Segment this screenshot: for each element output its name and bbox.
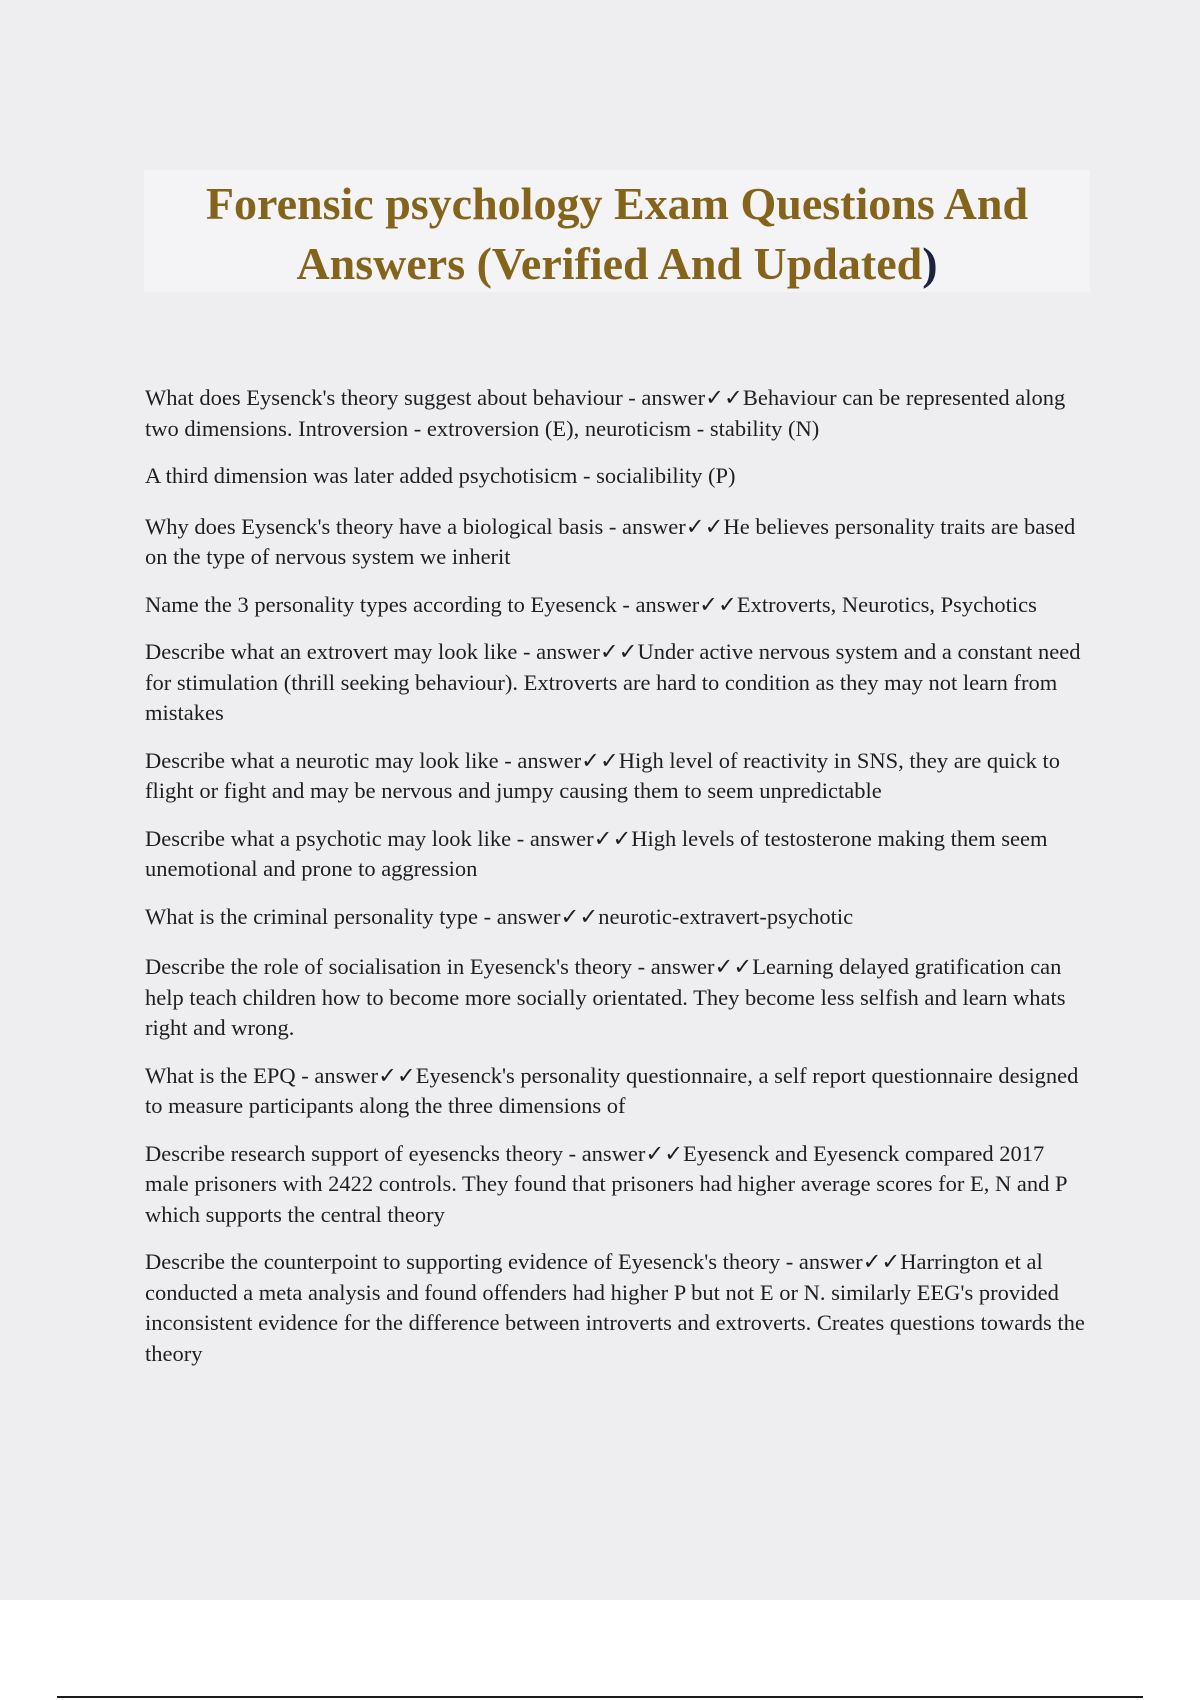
title-banner xyxy=(144,170,1090,292)
title-text: Forensic psychology Exam Questions And Answers (Verified And Updated xyxy=(205,178,1029,289)
qa-paragraph: Why does Eysenck's theory have a biological basis - answer✓✓He believes personality traits are based on the type of nervous system we inherit xyxy=(145,513,1076,569)
qa-paragraph: Describe the counterpoint to supporting evidence of Eyesenck's theory - answer✓✓Harrington et al conducted a meta analysis and found offenders had higher P but not E or N. similarly EEG's provided inconsistent evidence for the difference between introverts and extroverts. Creates questions towards the theory xyxy=(145,1249,1085,1366)
qa-paragraph: Describe research support of eyesencks theory - answer✓✓Eyesenck and Eyesenck compared 2017 male prisoners with 2422 controls. They found that prisoners had higher average scores for E, N and P which supports the central theory xyxy=(145,1140,1067,1227)
qa-paragraph: What is the criminal personality type - answer✓✓neurotic-extravert-psychotic xyxy=(145,903,854,929)
qa-paragraph: Describe what a neurotic may look like - answer✓✓High level of reactivity in SNS, they are quick to flight or fight and may be nervous and jumpy causing them to seem unpredictable xyxy=(145,747,1060,803)
qa-paragraph: What is the EPQ - answer✓✓Eyesenck's personality questionnaire, a self report questionnaire designed to measure participants along the three dimensions of xyxy=(145,1062,1079,1118)
qa-paragraph: A third dimension was later added psychotisicm - socialibility (P) xyxy=(145,463,736,488)
footer-divider xyxy=(57,1696,1143,1698)
qa-paragraph: Describe the role of socialisation in Eyesenck's theory - answer✓✓Learning delayed gratification can help teach children how to become more socially orientated. They become less selfish and learn whats right and wrong. xyxy=(145,954,1066,1040)
qa-paragraph: Describe what a psychotic may look like - answer✓✓High levels of testosterone making them seem unemotional and prone to aggression xyxy=(145,825,1048,881)
qa-paragraph: What does Eysenck's theory suggest about behaviour - answer✓✓Behaviour can be represented along two dimensions. Introversion - extroversion (E), neuroticism - stability (N) xyxy=(145,385,1066,441)
title-close-paren: ) xyxy=(922,238,938,289)
qa-list xyxy=(145,383,1091,1386)
qa-paragraph: Name the 3 personality types according to Eyesenck - answer✓✓Extroverts, Neurotics, Psychotics xyxy=(145,591,1037,617)
page-title xyxy=(144,174,1090,294)
qa-paragraph: Describe what an extrovert may look like - answer✓✓Under active nervous system and a constant need for stimulation (thrill seeking behaviour). Extroverts are hard to condition as they may not learn from mistakes xyxy=(145,639,1081,725)
